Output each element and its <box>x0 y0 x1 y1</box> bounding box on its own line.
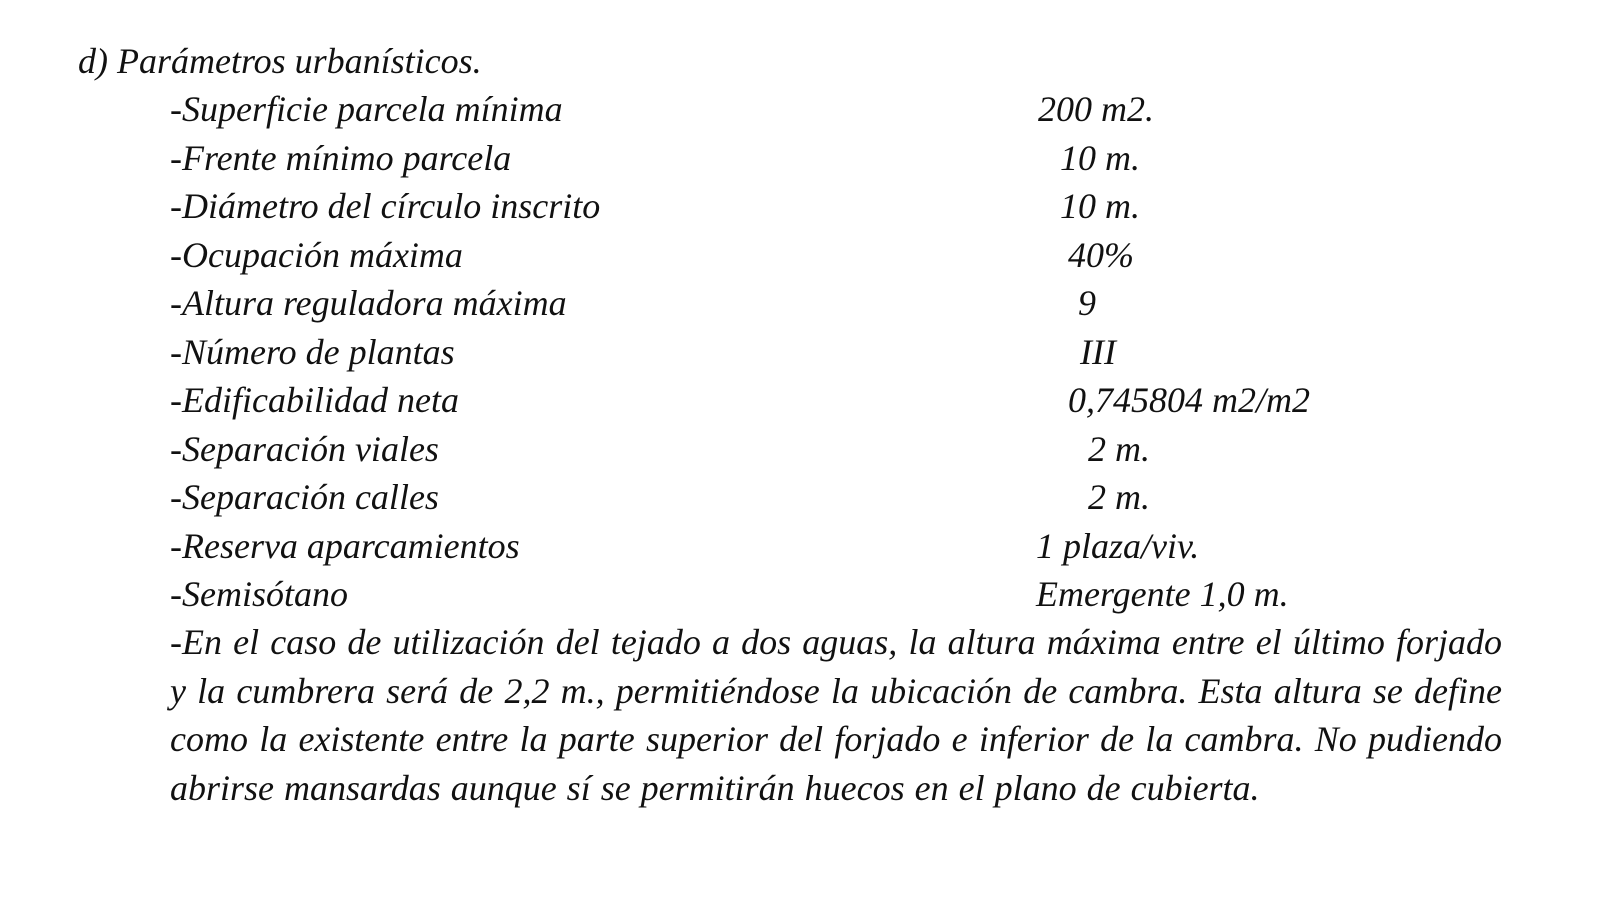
parameter-label: -Semisótano <box>170 574 348 614</box>
parameter-value: 1 plaza/viv. <box>1036 525 1200 566</box>
parameter-label: -Separación calles <box>170 477 439 517</box>
parameter-row <box>170 134 1490 183</box>
parameter-row <box>170 425 1490 474</box>
section-title: d) Parámetros urbanísticos. <box>78 41 482 81</box>
parameter-value: 2 m. <box>1088 428 1150 469</box>
parameter-label: -Ocupación máxima <box>170 234 463 275</box>
parameter-row <box>170 279 1490 328</box>
parameter-label: -Diámetro del círculo inscrito <box>170 186 601 226</box>
parameter-label: -Edificabilidad neta <box>170 380 459 420</box>
parameter-row <box>170 376 1490 425</box>
parameter-row <box>170 473 1490 522</box>
parameter-value: 40% <box>1068 234 1134 275</box>
parameter-label: -Altura reguladora máxima <box>170 283 567 323</box>
parameter-label: -Reserva aparcamientos <box>170 525 520 566</box>
parameter-label: -Separación viales <box>170 428 439 469</box>
parameter-value: 0,745804 m2/m2 <box>1068 380 1310 420</box>
parameter-value: Emergente 1,0 m. <box>1036 574 1289 614</box>
parameter-value: 10 m. <box>1060 186 1140 226</box>
parameter-value: 2 m. <box>1088 477 1150 517</box>
parameter-row <box>170 231 1490 280</box>
roof-note-paragraph: -En el caso de utilización del tejado a dos aguas, la altura máxima entre el último forjado y la cumbrera será de 2,2 m., permitiéndose la ubicación de cambra. Esta altura se define como la existente entre la parte superior del forjado e inferior de la cambra. No pudiendo abrirse mansardas aunque sí se permitirán huecos en el plano de cubierta. <box>170 622 1502 808</box>
parameter-label: -Frente mínimo parcela <box>170 137 512 178</box>
parameter-value: 10 m. <box>1060 137 1140 178</box>
parameter-label: -Superficie parcela mínima <box>170 89 563 129</box>
parameter-row <box>170 85 1490 134</box>
parameter-label: -Número de plantas <box>170 331 455 372</box>
parameter-row <box>170 522 1490 571</box>
parameter-value: III <box>1080 331 1116 372</box>
parameter-value: 200 m2. <box>1038 89 1154 129</box>
parameters-list <box>170 85 1490 619</box>
parameter-row <box>170 328 1490 377</box>
parameter-value: 9 <box>1078 283 1096 323</box>
parameter-row <box>170 570 1490 619</box>
parameter-row <box>170 182 1490 231</box>
